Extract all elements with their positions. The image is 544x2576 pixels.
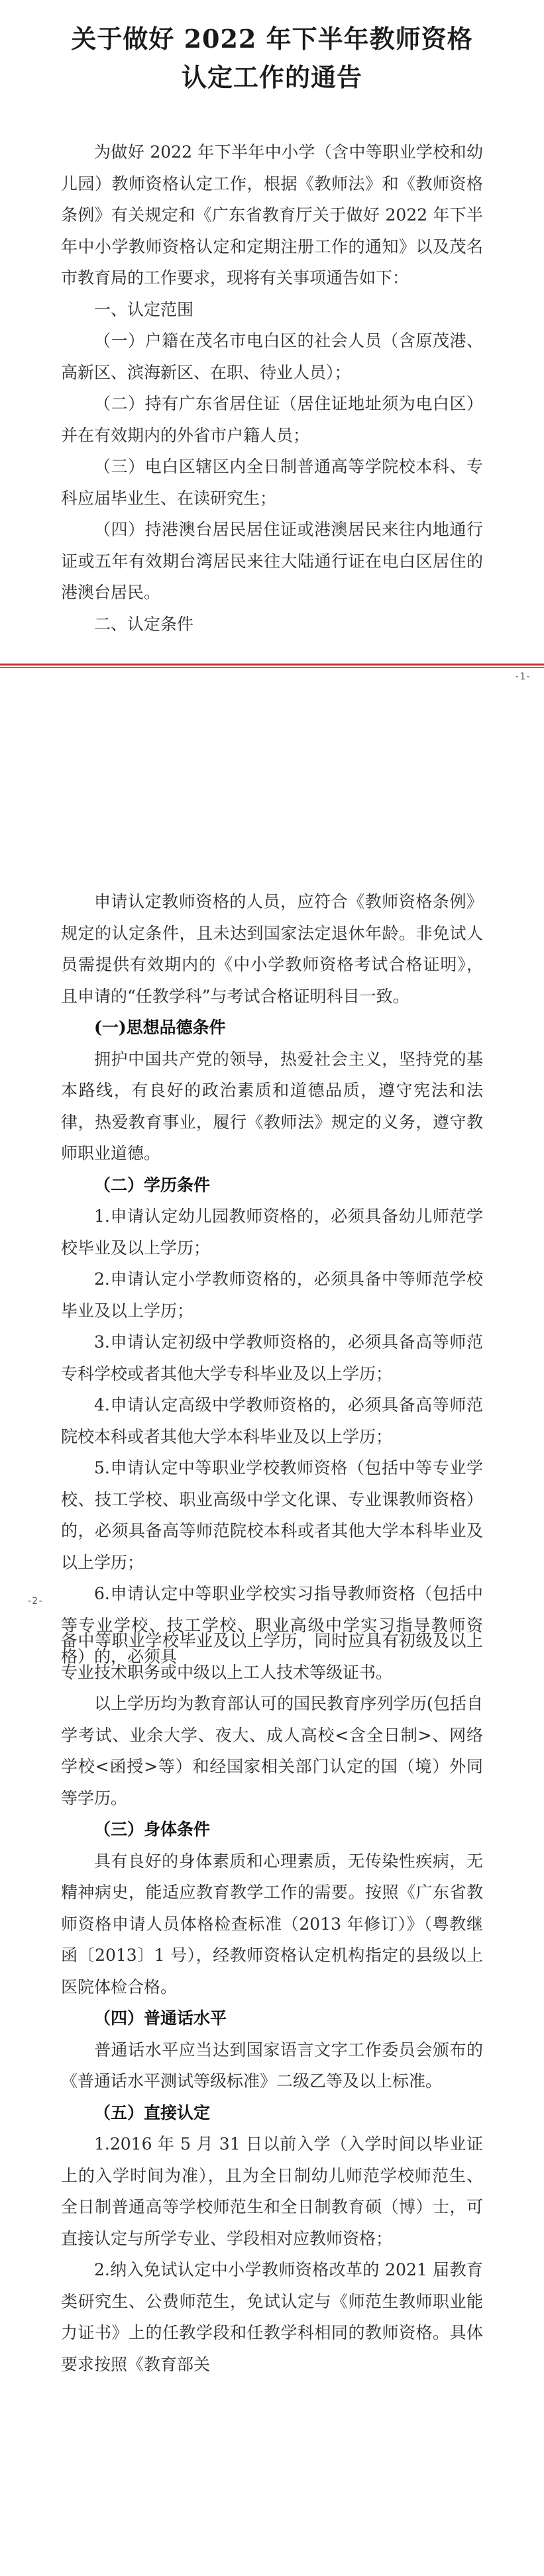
red-divider-line-2 bbox=[0, 667, 544, 668]
education-item: 6.申请认定中等职业学校实习指导教师资格（包括中等专业学校、技工学校、职业高级中学实习指导教师资格）的，必须具 bbox=[61, 1584, 483, 1666]
mandarin-heading: （四）普通话水平 bbox=[94, 2008, 227, 2028]
page-number-2: -2- bbox=[27, 1596, 44, 1607]
direct-item: 1.2016 年 5 月 31 日以前入学（入学时间以毕业证上的入学时间为准），且为全日制幼儿师范学校师范生、全日制普通高等学校师范生和全日制教育硕（博）士，可直接认定与所学专业、学段相对应教师资格； bbox=[61, 2134, 483, 2248]
intro-paragraph: 为做好 2022 年下半年中小学（含中等职业学校和幼儿园）教师资格认定工作，根据《教师法》和《教师资格条例》有关规定和《广东省教育厅关于做好 2022 年下半年中小学教师资格认定和定期注册工作的通知》以及茂名市教育局的工作要求，现将有关事项通告如下： bbox=[61, 142, 483, 287]
section-1-heading: 一、认定范围 bbox=[94, 299, 194, 319]
red-divider-line-1 bbox=[0, 664, 544, 666]
title-line-2: 认定工作的通告 bbox=[181, 62, 362, 92]
direct-heading: （五）直接认定 bbox=[94, 2103, 211, 2122]
education-heading: （二）学历条件 bbox=[94, 1175, 211, 1195]
title-line-1: 关于做好 2022 年下半年教师资格 bbox=[71, 24, 473, 54]
document-title bbox=[61, 20, 483, 97]
page-number-1: -1- bbox=[514, 671, 531, 682]
education-continuation: 备中等职业学校毕业及以上学历，同时应具有初级及以上专业技术职务或中级以上工人技术等级证书。 bbox=[61, 1631, 483, 1682]
ideology-heading: (一)思想品德条件 bbox=[94, 1018, 226, 1037]
red-divider bbox=[0, 664, 544, 669]
scope-item: （二）持有广东省居住证（居住证地址须为电白区）并在有效期内的外省市户籍人员； bbox=[61, 394, 483, 445]
education-item: 4.申请认定高级中学教师资格的，必须具备高等师范院校本科或者其他大学本科毕业及以上学历； bbox=[61, 1395, 483, 1446]
page-1-body bbox=[61, 136, 483, 640]
education-item: 1.申请认定幼儿园教师资格的，必须具备幼儿师范学校毕业及以上学历； bbox=[61, 1207, 483, 1258]
education-item: 2.申请认定小学教师资格的，必须具备中等师范学校毕业及以上学历； bbox=[61, 1269, 483, 1320]
scope-item: （三）电白区辖区内全日制普通高等学院校本科、专科应届毕业生、在读研究生； bbox=[61, 457, 483, 508]
equivalence-note: 以上学历均为教育部认可的国民教育序列学历(包括自学考试、业余大学、夜大、成人高校<含全日制>、网络学校<函授>等）和经国家相关部门认定的国（境）外同等学历。 bbox=[61, 1694, 483, 1808]
page-3-body bbox=[61, 1609, 483, 2380]
physical-heading: （三）身体条件 bbox=[94, 1820, 211, 1839]
mandarin-text: 普通话水平应当达到国家语言文字工作委员会颁布的《普通话水平测试等级标准》二级乙等及以上标准。 bbox=[61, 2040, 483, 2091]
education-item: 3.申请认定初级中学教师资格的，必须具备高等师范专科学校或者其他大学专科毕业及以上学历； bbox=[61, 1332, 483, 1383]
scope-item: （一）户籍在茂名市电白区的社会人员（含原茂港、高新区、滨海新区、在职、待业人员）； bbox=[61, 331, 483, 382]
conditions-intro: 申请认定教师资格的人员，应符合《教师资格条例》规定的认定条件，且未达到国家法定退休年龄。非免试人员需提供有效期内的《中小学教师资格考试合格证明》，且申请的“任教学科”与考试合格证明科目一致。 bbox=[61, 892, 483, 1006]
section-2-heading: 二、认定条件 bbox=[94, 614, 194, 634]
page-1 bbox=[0, 0, 544, 669]
ideology-text: 拥护中国共产党的领导，热爱社会主义，坚持党的基本路线，有良好的政治素质和道德品质，遵守宪法和法律，热爱教育事业，履行《教师法》规定的义务，遵守教师职业道德。 bbox=[61, 1049, 483, 1163]
page-3 bbox=[0, 1609, 544, 2576]
page-2-body bbox=[61, 669, 483, 1673]
physical-text: 具有良好的身体素质和心理素质，无传染性疾病，无精神病史，能适应教育教学工作的需要。按照《广东省教师资格申请人员体格检查标准（2013 年修订）》（粤教继函〔2013〕1 号），经教师资格认定机构指定的县级以上医院体检合格。 bbox=[61, 1851, 483, 1997]
scope-item: （四）持港澳台居民居住证或港澳居民来往内地通行证或五年有效期台湾居民来往大陆通行证在电白区居住的港澳台居民。 bbox=[61, 520, 483, 602]
direct-item: 2.纳入免试认定中小学教师资格改革的 2021 届教育类研究生、公费师范生，免试认定与《师范生教师职业能力证书》上的任教学段和任教学科相同的教师资格。具体要求按照《教育部关 bbox=[61, 2260, 483, 2374]
education-item: 5.申请认定中等职业学校教师资格（包括中等专业学校、技工学校、职业高级中学文化课、专业课教师资格）的，必须具备高等师范院校本科或者其他大学本科毕业及以上学历； bbox=[61, 1458, 483, 1572]
